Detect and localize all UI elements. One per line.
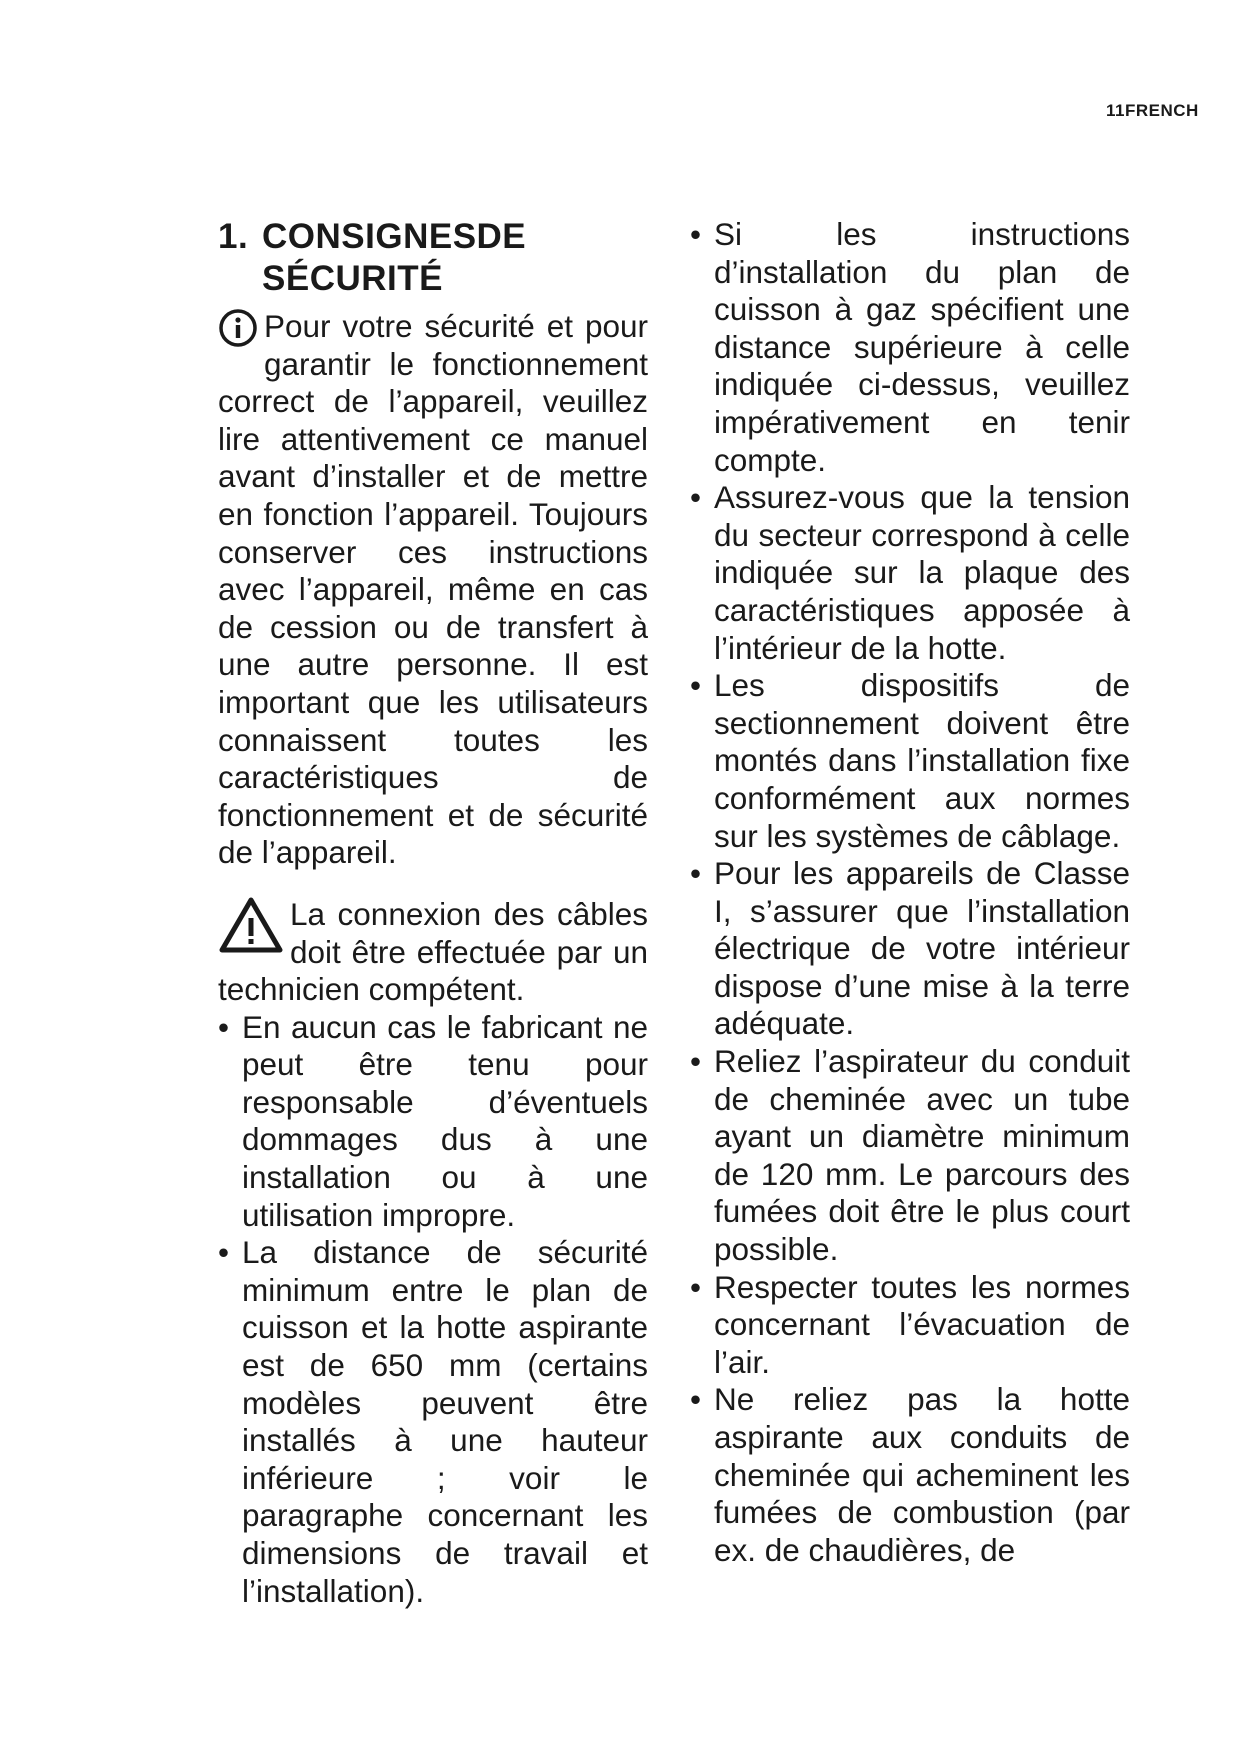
bullet-marker: • <box>218 1234 230 1271</box>
page-number-label: 11FRENCH <box>1106 101 1199 120</box>
bullet-marker: • <box>218 1008 230 1045</box>
bullet-marker: • <box>690 855 702 892</box>
right-column <box>690 216 1130 1569</box>
list-item: • Ne reliez pas la hotte aspirante aux conduits de cheminée qui acheminent les fumées de combustion (par ex. de chaudières, de <box>690 1381 1130 1568</box>
list-item: • Les dispositifs de sectionnement doivent être montés dans l’installation fixe conformément aux normes sur les systèmes de câblage. <box>690 667 1130 854</box>
list-item: • Pour les appareils de Classe I, s’assurer que l’installation électrique de votre intérieur dispose d’une mise à la terre adéquate. <box>690 855 1130 1042</box>
info-note-text: Pour votre sécurité et pour garantir le fonctionnement correct de l’appareil, veuillez lire attentivement ce manuel avant d’installer et de mettre en fonction l’appareil. Toujours conserver ces instructions avec l’appareil, même en cas de cession ou de transfert à une autre personne. Il est important que les utilisateurs connaissent toutes les caractéristiques de fonctionnement et de sécurité de l’appareil. <box>218 308 648 871</box>
bullet-marker: • <box>690 479 702 516</box>
left-column <box>218 216 648 1610</box>
bullet-marker: • <box>690 1043 702 1080</box>
warning-note-text: La connexion des câbles doit être effectuée par un technicien compétent. <box>218 895 648 1008</box>
bullet-marker: • <box>690 667 702 704</box>
list-item: • Si les instructions d’installation du plan de cuisson à gaz spécifient une distance supérieure à celle indiquée ci-dessus, veuillez impérativement en tenir compte. <box>690 216 1130 478</box>
list-item: • La distance de sécurité minimum entre le plan de cuisson et la hotte aspirante est de 650 mm (certains modèles peuvent être installés à une hauteur inférieure ; voir le paragraphe concernant les dimensions de travail et l’installation). <box>218 1234 648 1609</box>
left-bullet-list <box>218 1009 648 1611</box>
bullet-marker: • <box>690 1381 702 1418</box>
list-item: • Reliez l’aspirateur du conduit de cheminée avec un tube ayant un diamètre minimum de 120 mm. Le parcours des fumées doit être le plus court possible. <box>690 1043 1130 1268</box>
list-item: • En aucun cas le fabricant ne peut être tenu pour responsable d’éventuels dommages dus à une installation ou à une utilisation impropre. <box>218 1008 648 1233</box>
right-bullet-list <box>690 216 1130 1569</box>
warning-note <box>218 896 648 1009</box>
section-heading <box>218 216 648 300</box>
bullet-marker: • <box>690 1268 702 1305</box>
list-item: • Respecter toutes les normes concernant l’évacuation de l’air. <box>690 1268 1130 1380</box>
info-note <box>218 308 648 872</box>
info-icon <box>218 308 258 348</box>
warning-triangle-icon <box>218 896 284 954</box>
bullet-marker: • <box>690 216 702 252</box>
section-number: 1. <box>218 217 249 256</box>
section-title: CONSIGNESDE SÉCURITÉ <box>262 217 527 298</box>
list-item: • Assurez-vous que la tension du secteur correspond à celle indiquée sur la plaque des caractéristiques apposée à l’intérieur de la hotte. <box>690 479 1130 666</box>
